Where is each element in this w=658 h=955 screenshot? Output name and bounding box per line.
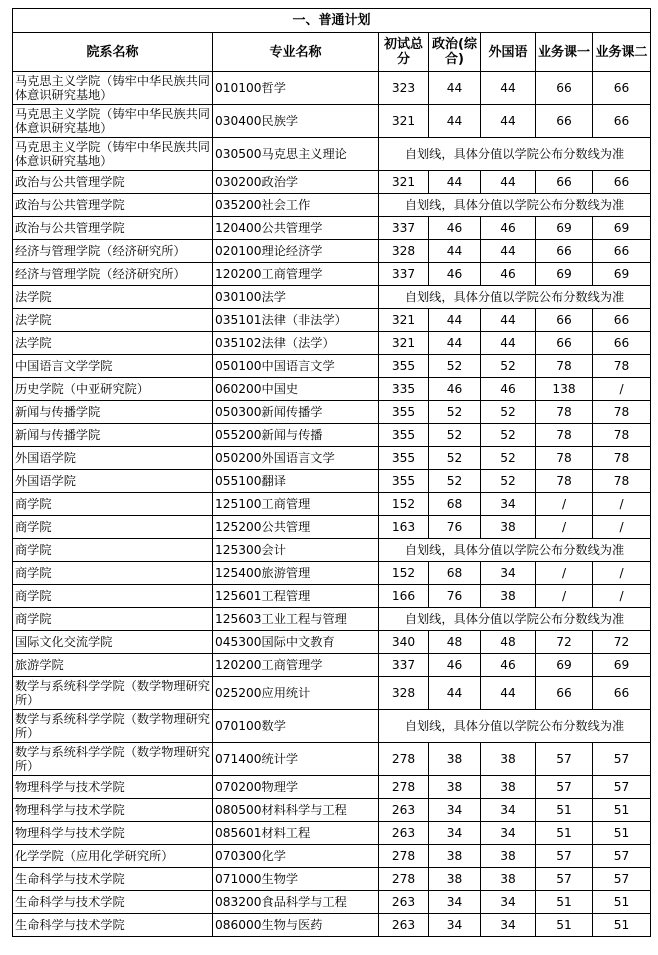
politics-cell: 76 bbox=[429, 585, 481, 608]
politics-cell: 76 bbox=[429, 516, 481, 539]
major-cell: 060200中国史 bbox=[213, 378, 379, 401]
course1-cell: 66 bbox=[536, 309, 593, 332]
dept-cell: 国际文化交流学院 bbox=[13, 631, 213, 654]
politics-cell: 44 bbox=[429, 105, 481, 138]
major-cell: 020100理论经济学 bbox=[213, 240, 379, 263]
major-cell: 085601材料工程 bbox=[213, 822, 379, 845]
total-cell: 340 bbox=[379, 631, 429, 654]
course1-cell: / bbox=[536, 493, 593, 516]
politics-cell: 38 bbox=[429, 868, 481, 891]
politics-cell: 44 bbox=[429, 677, 481, 710]
total-cell: 166 bbox=[379, 585, 429, 608]
politics-cell: 34 bbox=[429, 891, 481, 914]
table-row bbox=[13, 710, 651, 743]
politics-cell: 46 bbox=[429, 654, 481, 677]
course1-cell: 51 bbox=[536, 891, 593, 914]
course1-cell: 57 bbox=[536, 845, 593, 868]
course1-cell: 57 bbox=[536, 743, 593, 776]
dept-cell: 政治与公共管理学院 bbox=[13, 171, 213, 194]
major-cell: 070200物理学 bbox=[213, 776, 379, 799]
table-row bbox=[13, 194, 651, 217]
foreign-cell: 38 bbox=[481, 516, 536, 539]
dept-cell: 历史学院（中亚研究院） bbox=[13, 378, 213, 401]
dept-cell: 中国语言文学学院 bbox=[13, 355, 213, 378]
table-row bbox=[13, 424, 651, 447]
course2-cell: 66 bbox=[593, 677, 651, 710]
table-row bbox=[13, 677, 651, 710]
dept-cell: 外国语学院 bbox=[13, 447, 213, 470]
header-course1: 业务课一 bbox=[536, 33, 593, 72]
course1-cell: 51 bbox=[536, 822, 593, 845]
table-row bbox=[13, 286, 651, 309]
dept-cell: 生命科学与技术学院 bbox=[13, 891, 213, 914]
course1-cell: 78 bbox=[536, 401, 593, 424]
table-row bbox=[13, 217, 651, 240]
course1-cell: / bbox=[536, 585, 593, 608]
major-cell: 125601工程管理 bbox=[213, 585, 379, 608]
course1-cell: / bbox=[536, 562, 593, 585]
major-cell: 050300新闻传播学 bbox=[213, 401, 379, 424]
course2-cell: / bbox=[593, 493, 651, 516]
major-cell: 125100工商管理 bbox=[213, 493, 379, 516]
total-cell: 337 bbox=[379, 263, 429, 286]
table-row bbox=[13, 654, 651, 677]
course2-cell: 78 bbox=[593, 355, 651, 378]
major-cell: 010100哲学 bbox=[213, 72, 379, 105]
dept-cell: 商学院 bbox=[13, 493, 213, 516]
course1-cell: 66 bbox=[536, 171, 593, 194]
header-dept: 院系名称 bbox=[13, 33, 213, 72]
course1-cell: 57 bbox=[536, 868, 593, 891]
table-row bbox=[13, 539, 651, 562]
dept-cell: 外国语学院 bbox=[13, 470, 213, 493]
politics-cell: 34 bbox=[429, 914, 481, 937]
dept-cell: 新闻与传播学院 bbox=[13, 401, 213, 424]
total-cell: 355 bbox=[379, 401, 429, 424]
course1-cell: 69 bbox=[536, 263, 593, 286]
politics-cell: 38 bbox=[429, 845, 481, 868]
course2-cell: 78 bbox=[593, 424, 651, 447]
course1-cell: 69 bbox=[536, 217, 593, 240]
major-cell: 071000生物学 bbox=[213, 868, 379, 891]
politics-cell: 46 bbox=[429, 378, 481, 401]
course1-cell: 51 bbox=[536, 914, 593, 937]
politics-cell: 44 bbox=[429, 72, 481, 105]
major-cell: 125200公共管理 bbox=[213, 516, 379, 539]
dept-cell: 马克思主义学院（铸牢中华民族共同体意识研究基地） bbox=[13, 105, 213, 138]
table-row bbox=[13, 743, 651, 776]
dept-cell: 物理科学与技术学院 bbox=[13, 799, 213, 822]
course1-cell: 66 bbox=[536, 105, 593, 138]
total-cell: 321 bbox=[379, 309, 429, 332]
major-cell: 055200新闻与传播 bbox=[213, 424, 379, 447]
table-row bbox=[13, 72, 651, 105]
foreign-cell: 46 bbox=[481, 217, 536, 240]
politics-cell: 46 bbox=[429, 217, 481, 240]
total-cell: 321 bbox=[379, 171, 429, 194]
politics-cell: 68 bbox=[429, 493, 481, 516]
dept-cell: 商学院 bbox=[13, 608, 213, 631]
course1-cell: 138 bbox=[536, 378, 593, 401]
table-row bbox=[13, 822, 651, 845]
table-row bbox=[13, 138, 651, 171]
dept-cell: 政治与公共管理学院 bbox=[13, 217, 213, 240]
major-cell: 070100数学 bbox=[213, 710, 379, 743]
major-cell: 125300会计 bbox=[213, 539, 379, 562]
total-cell: 337 bbox=[379, 217, 429, 240]
total-cell: 263 bbox=[379, 822, 429, 845]
major-cell: 050100中国语言文学 bbox=[213, 355, 379, 378]
note-cell: 自划线，具体分值以学院公布分数线为准 bbox=[379, 608, 651, 631]
politics-cell: 44 bbox=[429, 240, 481, 263]
politics-cell: 38 bbox=[429, 776, 481, 799]
course2-cell: 66 bbox=[593, 72, 651, 105]
table-row bbox=[13, 516, 651, 539]
header-major: 专业名称 bbox=[213, 33, 379, 72]
table-row bbox=[13, 562, 651, 585]
major-cell: 120400公共管理学 bbox=[213, 217, 379, 240]
total-cell: 335 bbox=[379, 378, 429, 401]
course2-cell: 51 bbox=[593, 822, 651, 845]
course1-cell: 66 bbox=[536, 677, 593, 710]
major-cell: 071400统计学 bbox=[213, 743, 379, 776]
politics-cell: 38 bbox=[429, 743, 481, 776]
major-cell: 083200食品科学与工程 bbox=[213, 891, 379, 914]
politics-cell: 34 bbox=[429, 822, 481, 845]
header-total: 初试总分 bbox=[379, 33, 429, 72]
table-row bbox=[13, 309, 651, 332]
total-cell: 263 bbox=[379, 891, 429, 914]
major-cell: 120200工商管理学 bbox=[213, 654, 379, 677]
course2-cell: 66 bbox=[593, 105, 651, 138]
course1-cell: / bbox=[536, 516, 593, 539]
politics-cell: 68 bbox=[429, 562, 481, 585]
course1-cell: 69 bbox=[536, 654, 593, 677]
major-cell: 035102法律（法学） bbox=[213, 332, 379, 355]
major-cell: 050200外国语言文学 bbox=[213, 447, 379, 470]
dept-cell: 新闻与传播学院 bbox=[13, 424, 213, 447]
course1-cell: 51 bbox=[536, 799, 593, 822]
dept-cell: 商学院 bbox=[13, 539, 213, 562]
course1-cell: 78 bbox=[536, 470, 593, 493]
foreign-cell: 52 bbox=[481, 447, 536, 470]
dept-cell: 生命科学与技术学院 bbox=[13, 868, 213, 891]
foreign-cell: 44 bbox=[481, 309, 536, 332]
major-cell: 086000生物与医药 bbox=[213, 914, 379, 937]
foreign-cell: 38 bbox=[481, 743, 536, 776]
dept-cell: 旅游学院 bbox=[13, 654, 213, 677]
table-row bbox=[13, 171, 651, 194]
course2-cell: 66 bbox=[593, 171, 651, 194]
total-cell: 152 bbox=[379, 562, 429, 585]
table-row bbox=[13, 355, 651, 378]
major-cell: 080500材料科学与工程 bbox=[213, 799, 379, 822]
foreign-cell: 34 bbox=[481, 914, 536, 937]
major-cell: 030200政治学 bbox=[213, 171, 379, 194]
major-cell: 030500马克思主义理论 bbox=[213, 138, 379, 171]
course1-cell: 78 bbox=[536, 424, 593, 447]
total-cell: 278 bbox=[379, 868, 429, 891]
major-cell: 025200应用统计 bbox=[213, 677, 379, 710]
course1-cell: 78 bbox=[536, 447, 593, 470]
dept-cell: 政治与公共管理学院 bbox=[13, 194, 213, 217]
politics-cell: 48 bbox=[429, 631, 481, 654]
course2-cell: 57 bbox=[593, 776, 651, 799]
major-cell: 070300化学 bbox=[213, 845, 379, 868]
course2-cell: 57 bbox=[593, 868, 651, 891]
table-row bbox=[13, 105, 651, 138]
major-cell: 055100翻译 bbox=[213, 470, 379, 493]
foreign-cell: 38 bbox=[481, 585, 536, 608]
foreign-cell: 46 bbox=[481, 378, 536, 401]
dept-cell: 生命科学与技术学院 bbox=[13, 914, 213, 937]
table-row bbox=[13, 868, 651, 891]
course2-cell: 66 bbox=[593, 332, 651, 355]
politics-cell: 44 bbox=[429, 332, 481, 355]
table-row bbox=[13, 401, 651, 424]
score-table bbox=[12, 8, 651, 937]
course2-cell: / bbox=[593, 378, 651, 401]
course2-cell: 69 bbox=[593, 263, 651, 286]
politics-cell: 52 bbox=[429, 401, 481, 424]
total-cell: 328 bbox=[379, 240, 429, 263]
table-row bbox=[13, 776, 651, 799]
foreign-cell: 44 bbox=[481, 332, 536, 355]
table-row bbox=[13, 914, 651, 937]
course2-cell: 72 bbox=[593, 631, 651, 654]
table-row bbox=[13, 332, 651, 355]
table-row bbox=[13, 470, 651, 493]
foreign-cell: 52 bbox=[481, 355, 536, 378]
course2-cell: / bbox=[593, 516, 651, 539]
course2-cell: 57 bbox=[593, 743, 651, 776]
course1-cell: 57 bbox=[536, 776, 593, 799]
politics-cell: 52 bbox=[429, 470, 481, 493]
foreign-cell: 38 bbox=[481, 845, 536, 868]
politics-cell: 52 bbox=[429, 447, 481, 470]
table-title: 一、普通计划 bbox=[13, 9, 651, 33]
dept-cell: 商学院 bbox=[13, 585, 213, 608]
course2-cell: / bbox=[593, 585, 651, 608]
dept-cell: 化学学院（应用化学研究所） bbox=[13, 845, 213, 868]
course2-cell: 51 bbox=[593, 891, 651, 914]
course2-cell: 51 bbox=[593, 914, 651, 937]
course2-cell: 69 bbox=[593, 217, 651, 240]
dept-cell: 商学院 bbox=[13, 562, 213, 585]
politics-cell: 44 bbox=[429, 171, 481, 194]
course2-cell: 78 bbox=[593, 447, 651, 470]
course2-cell: / bbox=[593, 562, 651, 585]
table-row bbox=[13, 240, 651, 263]
total-cell: 152 bbox=[379, 493, 429, 516]
foreign-cell: 34 bbox=[481, 891, 536, 914]
politics-cell: 34 bbox=[429, 799, 481, 822]
dept-cell: 经济与管理学院（经济研究所） bbox=[13, 263, 213, 286]
course1-cell: 66 bbox=[536, 72, 593, 105]
foreign-cell: 44 bbox=[481, 171, 536, 194]
dept-cell: 马克思主义学院（铸牢中华民族共同体意识研究基地） bbox=[13, 72, 213, 105]
course1-cell: 66 bbox=[536, 332, 593, 355]
dept-cell: 数学与系统科学学院（数学物理研究所） bbox=[13, 743, 213, 776]
dept-cell: 马克思主义学院（铸牢中华民族共同体意识研究基地） bbox=[13, 138, 213, 171]
foreign-cell: 52 bbox=[481, 470, 536, 493]
politics-cell: 44 bbox=[429, 309, 481, 332]
foreign-cell: 46 bbox=[481, 263, 536, 286]
foreign-cell: 44 bbox=[481, 105, 536, 138]
major-cell: 035200社会工作 bbox=[213, 194, 379, 217]
total-cell: 337 bbox=[379, 654, 429, 677]
course2-cell: 78 bbox=[593, 401, 651, 424]
foreign-cell: 44 bbox=[481, 240, 536, 263]
table-row bbox=[13, 493, 651, 516]
major-cell: 125603工业工程与管理 bbox=[213, 608, 379, 631]
header-course2: 业务课二 bbox=[593, 33, 651, 72]
major-cell: 120200工商管理学 bbox=[213, 263, 379, 286]
table-row bbox=[13, 447, 651, 470]
dept-cell: 经济与管理学院（经济研究所） bbox=[13, 240, 213, 263]
dept-cell: 商学院 bbox=[13, 516, 213, 539]
total-cell: 263 bbox=[379, 914, 429, 937]
course2-cell: 69 bbox=[593, 654, 651, 677]
total-cell: 278 bbox=[379, 776, 429, 799]
politics-cell: 46 bbox=[429, 263, 481, 286]
foreign-cell: 34 bbox=[481, 493, 536, 516]
major-cell: 030100法学 bbox=[213, 286, 379, 309]
table-row bbox=[13, 845, 651, 868]
foreign-cell: 52 bbox=[481, 401, 536, 424]
note-cell: 自划线，具体分值以学院公布分数线为准 bbox=[379, 194, 651, 217]
foreign-cell: 44 bbox=[481, 677, 536, 710]
course2-cell: 66 bbox=[593, 240, 651, 263]
foreign-cell: 52 bbox=[481, 424, 536, 447]
total-cell: 278 bbox=[379, 743, 429, 776]
course1-cell: 72 bbox=[536, 631, 593, 654]
header-foreign: 外国语 bbox=[481, 33, 536, 72]
course2-cell: 51 bbox=[593, 799, 651, 822]
dept-cell: 法学院 bbox=[13, 309, 213, 332]
table-row bbox=[13, 799, 651, 822]
total-cell: 321 bbox=[379, 332, 429, 355]
table-row bbox=[13, 378, 651, 401]
total-cell: 323 bbox=[379, 72, 429, 105]
major-cell: 030400民族学 bbox=[213, 105, 379, 138]
foreign-cell: 44 bbox=[481, 72, 536, 105]
dept-cell: 物理科学与技术学院 bbox=[13, 776, 213, 799]
total-cell: 278 bbox=[379, 845, 429, 868]
total-cell: 355 bbox=[379, 355, 429, 378]
course1-cell: 78 bbox=[536, 355, 593, 378]
foreign-cell: 34 bbox=[481, 562, 536, 585]
table-row bbox=[13, 608, 651, 631]
table-row bbox=[13, 631, 651, 654]
table-row bbox=[13, 585, 651, 608]
total-cell: 355 bbox=[379, 447, 429, 470]
politics-cell: 52 bbox=[429, 424, 481, 447]
foreign-cell: 34 bbox=[481, 822, 536, 845]
foreign-cell: 48 bbox=[481, 631, 536, 654]
politics-cell: 52 bbox=[429, 355, 481, 378]
foreign-cell: 46 bbox=[481, 654, 536, 677]
total-cell: 163 bbox=[379, 516, 429, 539]
major-cell: 045300国际中文教育 bbox=[213, 631, 379, 654]
dept-cell: 法学院 bbox=[13, 332, 213, 355]
major-cell: 035101法律（非法学） bbox=[213, 309, 379, 332]
foreign-cell: 34 bbox=[481, 799, 536, 822]
dept-cell: 物理科学与技术学院 bbox=[13, 822, 213, 845]
major-cell: 125400旅游管理 bbox=[213, 562, 379, 585]
note-cell: 自划线，具体分值以学院公布分数线为准 bbox=[379, 539, 651, 562]
note-cell: 自划线，具体分值以学院公布分数线为准 bbox=[379, 710, 651, 743]
dept-cell: 数学与系统科学学院（数学物理研究所） bbox=[13, 677, 213, 710]
total-cell: 263 bbox=[379, 799, 429, 822]
total-cell: 321 bbox=[379, 105, 429, 138]
note-cell: 自划线，具体分值以学院公布分数线为准 bbox=[379, 286, 651, 309]
foreign-cell: 38 bbox=[481, 776, 536, 799]
total-cell: 355 bbox=[379, 424, 429, 447]
course2-cell: 78 bbox=[593, 470, 651, 493]
note-cell: 自划线，具体分值以学院公布分数线为准 bbox=[379, 138, 651, 171]
course2-cell: 57 bbox=[593, 845, 651, 868]
table-row bbox=[13, 891, 651, 914]
course1-cell: 66 bbox=[536, 240, 593, 263]
total-cell: 328 bbox=[379, 677, 429, 710]
course2-cell: 66 bbox=[593, 309, 651, 332]
dept-cell: 法学院 bbox=[13, 286, 213, 309]
dept-cell: 数学与系统科学学院（数学物理研究所） bbox=[13, 710, 213, 743]
header-politics: 政治(综合) bbox=[429, 33, 481, 72]
table-row bbox=[13, 263, 651, 286]
total-cell: 355 bbox=[379, 470, 429, 493]
foreign-cell: 38 bbox=[481, 868, 536, 891]
